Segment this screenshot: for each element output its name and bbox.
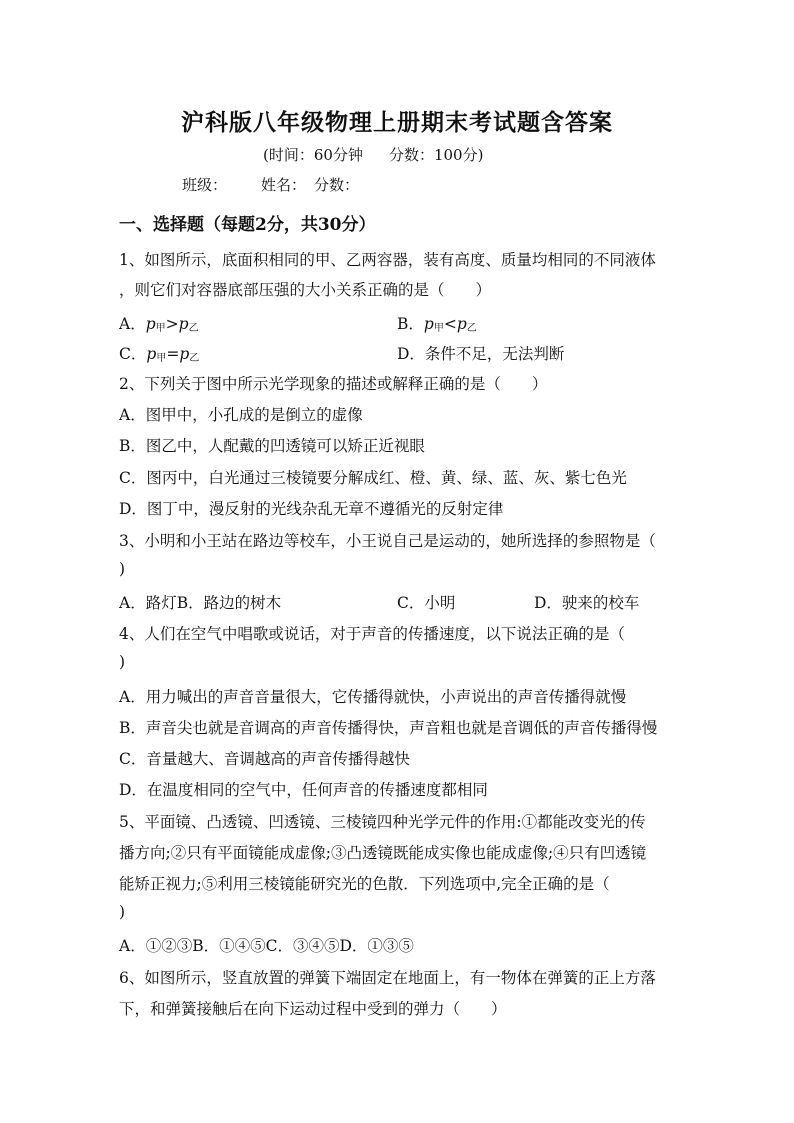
q5-stem-line4: ) bbox=[119, 903, 126, 921]
q1-stem-line1: 1、如图所示，底面积相同的甲、乙两容器，装有高度、质量均相同的不同液体 bbox=[119, 251, 656, 269]
q3-stem-line1: 3、小明和小王站在路边等校车，小王说自己是运动的，她所选择的参照物是（ bbox=[119, 532, 656, 550]
q2-stem: 2、下列关于图中所示光学现象的描述或解释正确的是（ ） bbox=[119, 375, 548, 393]
q4-option-c: C．音量越大、音调越高的声音传播得越快 bbox=[119, 750, 410, 768]
q4-option-a: A．用力喊出的声音音量很大，它传播得就快，小声说出的声音传播得就慢 bbox=[119, 688, 627, 706]
q2-option-b: B．图乙中，人配戴的凹透镜可以矫正近视眼 bbox=[119, 437, 425, 455]
q5-options: A．①②③B．①④⑤C．③④⑤D．①③⑤ bbox=[119, 937, 414, 955]
page-title: 沪科版八年级物理上册期末考试题含答案 bbox=[181, 109, 613, 136]
q5-stem-line3: 能矫正视力;⑤利用三棱镜能研究光的色散．下列选项中,完全正确的是（ bbox=[119, 875, 610, 893]
q5-stem-line1: 5、平面镜、凸透镜、凹透镜、三棱镜四种光学元件的作用:①都能改变光的传 bbox=[119, 813, 646, 831]
q4-option-b: B．声音尖也就是音调高的声音传播得快，声音粗也就是音调低的声音传播得慢 bbox=[119, 719, 658, 737]
q1-option-c: C．$p_甲=p_乙$ bbox=[119, 345, 200, 364]
q1-option-a: A．$p_甲>p_乙$ bbox=[119, 315, 199, 334]
q5-stem-line2: 播方向;②只有平面镜能成虚像;③凸透镜既能成实像也能成虚像;④只有凹透镜 bbox=[119, 844, 647, 862]
q6-stem-line2: 下，和弹簧接触后在向下运动过程中受到的弹力（ ） bbox=[119, 1000, 507, 1018]
q2-option-d: D．图丁中，漫反射的光线杂乱无章不遵循光的反射定律 bbox=[119, 500, 504, 518]
q6-stem-line1: 6、如图所示，竖直放置的弹簧下端固定在地面上，有一物体在弹簧的正上方落 bbox=[119, 969, 656, 987]
student-info-line bbox=[182, 174, 359, 195]
q3-option-ab: A．路灯B．路边的树木 bbox=[119, 594, 282, 612]
q2-option-c: C．图丙中，白光通过三棱镜要分解成红、橙、黄、绿、蓝、灰、紫七色光 bbox=[119, 469, 627, 487]
q2-option-a: A．图甲中，小孔成的是倒立的虚像 bbox=[119, 406, 363, 424]
q1-option-b: B．$p_甲<p_乙$ bbox=[397, 315, 477, 334]
q1-stem-line2: ，则它们对容器底部压强的大小关系正确的是（ ） bbox=[119, 281, 492, 299]
name-label: 姓名： bbox=[261, 176, 307, 194]
q3-option-d: D．驶来的校车 bbox=[534, 594, 640, 612]
section-heading: 一、选择题（每题2分，共30分） bbox=[119, 215, 376, 235]
time-limit: (时间：60分钟 bbox=[263, 146, 363, 164]
q4-stem-line1: 4、人们在空气中唱歌或说话，对于声音的传播速度，以下说法正确的是（ bbox=[119, 625, 625, 643]
q4-stem-line2: ) bbox=[119, 653, 126, 671]
q4-option-d: D．在温度相同的空气中，任何声音的传播速度都相同 bbox=[119, 781, 488, 799]
q3-option-c: C．小明 bbox=[397, 594, 456, 612]
q3-stem-line2: ) bbox=[119, 560, 126, 578]
class-label: 班级： bbox=[182, 176, 228, 194]
total-score: 分数：100分) bbox=[388, 146, 484, 164]
exam-info bbox=[263, 144, 483, 165]
q1-option-d: D．条件不足，无法判断 bbox=[397, 345, 565, 363]
score-label: 分数： bbox=[314, 176, 360, 194]
